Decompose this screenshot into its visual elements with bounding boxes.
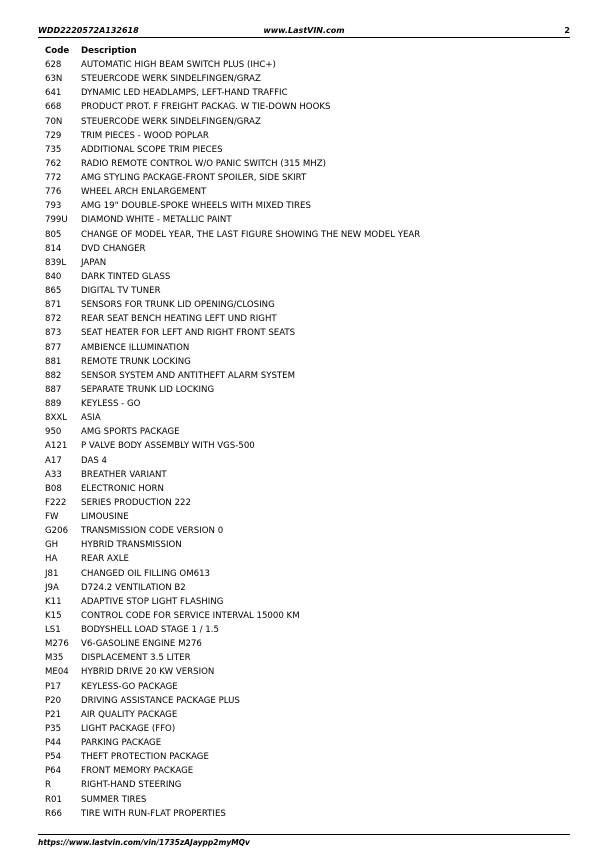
table-row [45, 300, 565, 314]
option-description: KEYLESS - GO [81, 399, 141, 409]
option-description: ELECTRONIC HORN [81, 483, 164, 494]
table-row [45, 498, 565, 512]
option-description: AMG SPORTS PACKAGE [81, 427, 180, 438]
option-code: 70N [45, 116, 63, 127]
table-row [45, 244, 565, 258]
table-row [45, 314, 565, 328]
option-code: P17 [45, 681, 62, 692]
option-code: GH [45, 540, 59, 551]
option-description: SERIES PRODUCTION 222 [81, 497, 191, 508]
option-code: 865 [45, 286, 62, 296]
option-description: AMG STYLING PACKAGE-FRONT SPOILER, SIDE SKIRT [81, 173, 307, 183]
table-row [45, 60, 565, 74]
table-row [45, 583, 565, 597]
option-description: HYBRID DRIVE 20 KW VERSION [81, 667, 215, 678]
table-row [45, 696, 565, 710]
option-description: V6-GASOLINE ENGINE M276 [81, 639, 202, 650]
table-row [45, 597, 565, 611]
option-code: A33 [45, 469, 62, 480]
option-description: SEAT HEATER FOR LEFT AND RIGHT FRONT SEATS [81, 328, 296, 339]
table-row [45, 441, 565, 455]
table-row [45, 611, 565, 625]
table-header-row [45, 46, 565, 60]
table-row [45, 371, 565, 385]
table-row [45, 752, 565, 766]
option-description: KEYLESS-GO PACKAGE [81, 681, 178, 692]
option-code: 814 [45, 243, 62, 254]
option-description: DRIVING ASSISTANCE PACKAGE PLUS [81, 695, 240, 706]
table-row [45, 286, 565, 300]
table-row [45, 795, 565, 809]
option-description: LIGHT PACKAGE (FFO) [81, 723, 176, 734]
option-code: 882 [45, 370, 62, 381]
option-code: 729 [45, 130, 62, 141]
option-description: HYBRID TRANSMISSION [81, 540, 182, 551]
option-code: ME04 [45, 667, 69, 678]
option-description: JAPAN [81, 257, 107, 268]
option-code: P54 [45, 752, 62, 763]
table-row [45, 470, 565, 484]
option-code: 793 [45, 201, 62, 212]
option-description: PARKING PACKAGE [81, 738, 162, 748]
option-description: TRANSMISSION CODE VERSION 0 [81, 526, 224, 537]
table-row [45, 724, 565, 738]
table-row [45, 512, 565, 526]
option-code: 887 [45, 384, 62, 395]
table-row [45, 639, 565, 653]
table-row [45, 682, 565, 696]
option-description: AUTOMATIC HIGH BEAM SWITCH PLUS (IHC+) [81, 60, 276, 70]
option-code: R [45, 780, 51, 791]
table-row [45, 357, 565, 371]
table-row [45, 569, 565, 583]
option-description: SEPARATE TRUNK LID LOCKING [81, 384, 215, 395]
option-description: DISPLACEMENT 3.5 LITER [81, 653, 191, 664]
option-description: DIAMOND WHITE - METALLIC PAINT [81, 215, 232, 226]
option-description: RADIO REMOTE CONTROL W/O PANIC SWITCH (315 MHZ) [81, 158, 326, 169]
option-description: DIGITAL TV TUNER [81, 286, 161, 296]
table-row [45, 554, 565, 568]
option-description: TRIM PIECES - WOOD POPLAR [81, 130, 209, 141]
option-description: CHANGE OF MODEL YEAR, THE LAST FIGURE SHOWING THE NEW MODEL YEAR [81, 229, 421, 240]
option-code: J9A [45, 582, 59, 593]
option-description: AIR QUALITY PACKAGE [81, 709, 178, 720]
option-code: 668 [45, 102, 62, 113]
option-code: 840 [45, 271, 62, 282]
table-row [45, 710, 565, 724]
table-row [45, 427, 565, 441]
table-row [45, 540, 565, 554]
option-code: R66 [45, 808, 62, 819]
table-row [45, 625, 565, 639]
option-code: R01 [45, 794, 62, 805]
option-description: FRONT MEMORY PACKAGE [81, 766, 194, 777]
table-row [45, 102, 565, 116]
option-code: P64 [45, 766, 62, 777]
option-code: P21 [45, 709, 62, 720]
table-row [45, 667, 565, 681]
table-row [45, 258, 565, 272]
option-description: THEFT PROTECTION PACKAGE [81, 752, 209, 763]
option-description: CONTROL CODE FOR SERVICE INTERVAL 15000 KM [81, 610, 300, 621]
options-table [45, 46, 565, 823]
table-row [45, 399, 565, 413]
table-row [45, 145, 565, 159]
option-code: 735 [45, 144, 62, 155]
table-row [45, 230, 565, 244]
table-body [45, 60, 565, 823]
option-code: 772 [45, 173, 62, 183]
option-description: DVD CHANGER [81, 243, 146, 254]
option-code: LS1 [45, 625, 61, 635]
table-row [45, 328, 565, 342]
option-description: STEUERCODE WERK SINDELFINGEN/GRAZ [81, 74, 261, 85]
option-code: 8XXL [45, 413, 68, 424]
option-code: 881 [45, 356, 62, 367]
option-code: 799U [45, 215, 68, 226]
table-row [45, 74, 565, 88]
table-row [45, 766, 565, 780]
option-code: P44 [45, 738, 62, 748]
option-code: K11 [45, 596, 62, 607]
option-code: 872 [45, 314, 62, 325]
page-number: 2 [564, 26, 570, 35]
table-row [45, 215, 565, 229]
option-description: PRODUCT PROT. F FREIGHT PACKAG. W TIE-DOWN HOOKS [81, 102, 331, 113]
option-description: LIMOUSINE [81, 512, 129, 522]
option-code: 641 [45, 88, 62, 99]
option-code: F222 [45, 497, 67, 508]
option-code: 839L [45, 257, 67, 268]
table-row [45, 809, 565, 823]
option-description: AMBIENCE ILLUMINATION [81, 342, 190, 353]
table-row [45, 484, 565, 498]
table-row [45, 88, 565, 102]
option-code: 776 [45, 187, 62, 198]
option-code: 950 [45, 427, 62, 438]
option-description: REAR SEAT BENCH HEATING LEFT UND RIGHT [81, 314, 277, 325]
footer-divider [38, 834, 570, 835]
option-code: A17 [45, 455, 62, 466]
option-description: DARK TINTED GLASS [81, 271, 171, 282]
table-row [45, 526, 565, 540]
option-description: REAR AXLE [81, 554, 129, 565]
option-code: A121 [45, 441, 68, 452]
table-row [45, 117, 565, 131]
option-description: D724.2 VENTILATION B2 [81, 582, 186, 593]
footer-url[interactable]: https://www.lastvin.com/vin/1735zAJaypp2myMQv [38, 838, 250, 847]
option-description: BREATHER VARIANT [81, 469, 167, 480]
option-code: FW [45, 512, 59, 522]
option-description: WHEEL ARCH ENLARGEMENT [81, 187, 207, 198]
table-row [45, 343, 565, 357]
option-code: 762 [45, 158, 62, 169]
option-code: J81 [45, 568, 59, 579]
table-row [45, 456, 565, 470]
header-site: www.LastVIN.com [263, 26, 345, 35]
table-row [45, 131, 565, 145]
option-description: SENSOR SYSTEM AND ANTITHEFT ALARM SYSTEM [81, 370, 295, 381]
table-row [45, 187, 565, 201]
option-description: REMOTE TRUNK LOCKING [81, 356, 191, 367]
option-description: BODYSHELL LOAD STAGE 1 / 1.5 [81, 625, 219, 635]
option-code: 873 [45, 328, 62, 339]
option-code: 63N [45, 74, 63, 85]
option-code: 805 [45, 229, 62, 240]
column-header-description: Description [81, 46, 137, 56]
option-description: SUMMER TIRES [81, 794, 147, 805]
option-description: STEUERCODE WERK SINDELFINGEN/GRAZ [81, 116, 261, 127]
table-row [45, 385, 565, 399]
option-description: ADDITIONAL SCOPE TRIM PIECES [81, 144, 223, 155]
table-row [45, 780, 565, 794]
option-description: ADAPTIVE STOP LIGHT FLASHING [81, 596, 224, 607]
table-row [45, 738, 565, 752]
table-row [45, 413, 565, 427]
option-code: 628 [45, 60, 62, 70]
table-row [45, 272, 565, 286]
table-row [45, 173, 565, 187]
option-code: M276 [45, 639, 69, 650]
option-code: HA [45, 554, 58, 565]
option-description: AMG 19" DOUBLE-SPOKE WHEELS WITH MIXED TIRES [81, 201, 311, 212]
table-row [45, 159, 565, 173]
table-row [45, 201, 565, 215]
option-description: P VALVE BODY ASSEMBLY WITH VGS-500 [81, 441, 255, 452]
option-code: B08 [45, 483, 62, 494]
option-code: K15 [45, 610, 62, 621]
option-code: G206 [45, 526, 69, 537]
option-description: CHANGED OIL FILLING OM613 [81, 568, 211, 579]
column-header-code: Code [45, 46, 70, 56]
option-description: TIRE WITH RUN-FLAT PROPERTIES [81, 808, 226, 819]
option-code: M35 [45, 653, 64, 664]
header-divider [38, 37, 570, 38]
option-code: 871 [45, 300, 62, 311]
option-description: DYNAMIC LED HEADLAMPS, LEFT-HAND TRAFFIC [81, 88, 288, 99]
option-code: P20 [45, 695, 62, 706]
option-code: 889 [45, 399, 62, 409]
option-code: 877 [45, 342, 62, 353]
table-row [45, 653, 565, 667]
option-description: SENSORS FOR TRUNK LID OPENING/CLOSING [81, 300, 275, 311]
option-description: DAS 4 [81, 455, 107, 466]
option-description: ASIA [81, 413, 101, 424]
option-description: RIGHT-HAND STEERING [81, 780, 182, 791]
option-code: P35 [45, 723, 62, 734]
header-vin: WDD2220572A132618 [38, 26, 139, 35]
